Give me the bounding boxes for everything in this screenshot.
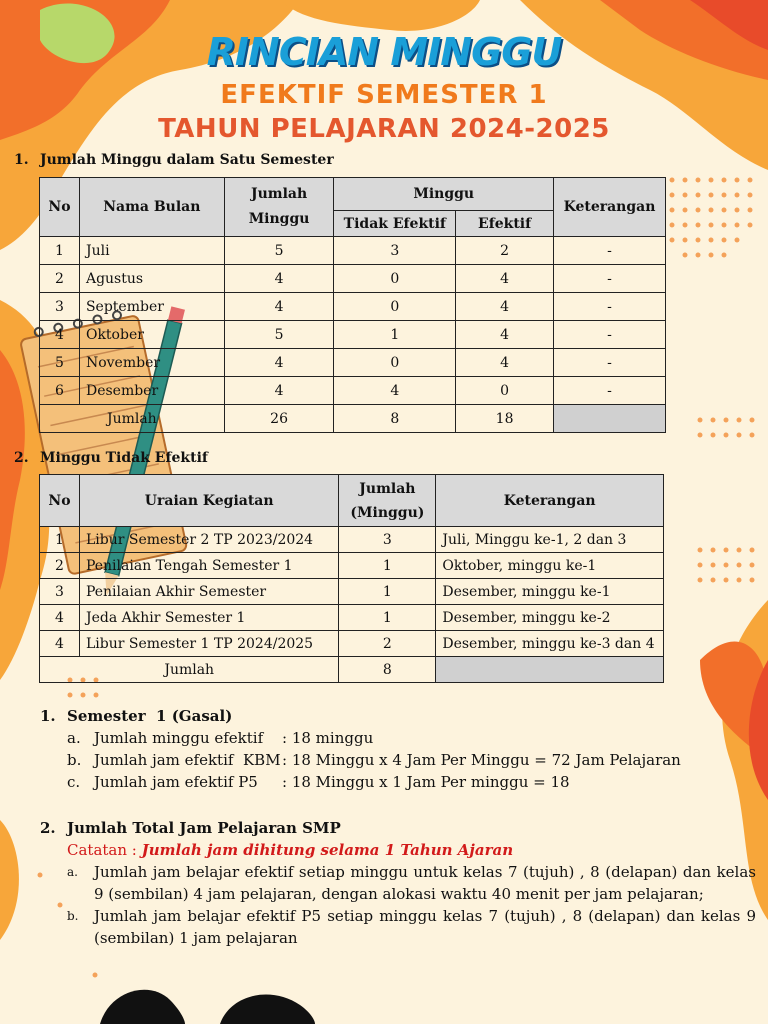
table-row — [40, 579, 664, 605]
header-activity: Uraian Kegiatan — [79, 475, 338, 527]
total-number: 2. — [40, 819, 56, 837]
cell-total-label: Jumlah — [40, 405, 225, 433]
cell-effective: 4 — [456, 349, 554, 377]
item-label: Jumlah minggu efektif — [94, 729, 264, 747]
cell-no: 4 — [40, 631, 80, 657]
cell-note: Oktober, minggu ke-1 — [436, 553, 664, 579]
table-row — [40, 631, 664, 657]
table-row — [40, 605, 664, 631]
cell-total: 4 — [224, 293, 334, 321]
header-week-total-l2: Minggu — [248, 211, 310, 227]
cell-no: 5 — [40, 349, 80, 377]
list-item — [40, 727, 740, 749]
cell-total: 4 — [224, 377, 334, 405]
cell-no: 6 — [40, 377, 80, 405]
cell-not-effective: 1 — [334, 321, 456, 349]
list-item — [67, 905, 756, 949]
cell-effective: 2 — [456, 237, 554, 265]
semester-heading — [40, 705, 740, 727]
cell-not-effective: 4 — [334, 377, 456, 405]
header-month: Nama Bulan — [79, 178, 224, 237]
cell-month: Oktober — [79, 321, 224, 349]
cell-sum-effective: 18 — [456, 405, 554, 433]
title-line-3: TAHUN PELAJARAN 2024-2025 — [158, 114, 610, 144]
cell-count: 1 — [339, 605, 436, 631]
list-item — [67, 861, 756, 905]
cell-not-effective: 3 — [334, 237, 456, 265]
cell-note: - — [554, 321, 666, 349]
cell-activity: Jeda Akhir Semester 1 — [79, 605, 338, 631]
list-item — [40, 771, 740, 793]
item-label: Jumlah jam efektif KBM — [94, 751, 281, 769]
cell-no: 4 — [40, 321, 80, 349]
cell-no: 4 — [40, 605, 80, 631]
cell-sum-count: 8 — [339, 657, 436, 683]
title-line-2: EFEKTIF SEMESTER 1 — [220, 80, 548, 110]
table-row — [40, 265, 666, 293]
semester-number: 1. — [40, 707, 56, 725]
header-notes: Keterangan — [436, 475, 664, 527]
cell-month: September — [79, 293, 224, 321]
cell-not-effective: 0 — [334, 293, 456, 321]
item-text: Jumlah jam belajar efektif setiap minggu untuk kelas 7 (tujuh) , 8 (delapan) dan kelas 9 (sembilan) 4 jam pelajaran, dengan alokasi waktu 40 menit per jam pelajaran; — [94, 863, 756, 903]
section-1-title: Jumlah Minggu dalam Satu Semester — [40, 152, 334, 168]
cell-count: 1 — [339, 553, 436, 579]
table-row — [40, 377, 666, 405]
cell-empty-gray — [436, 657, 664, 683]
note-label: Catatan : — [67, 841, 142, 859]
cell-total: 5 — [224, 321, 334, 349]
cell-activity: Penilaian Akhir Semester — [79, 579, 338, 605]
cell-effective: 4 — [456, 265, 554, 293]
header-week-total-l1: Jumlah — [250, 186, 308, 202]
cell-month: November — [79, 349, 224, 377]
table-row — [40, 349, 666, 377]
cell-note: Desember, minggu ke-2 — [436, 605, 664, 631]
header-notes: Keterangan — [554, 178, 666, 237]
table-row — [40, 553, 664, 579]
table-row — [40, 293, 666, 321]
item-value: : 18 Minggu x 1 Jam Per minggu = 18 — [282, 773, 570, 791]
cell-no: 2 — [40, 265, 80, 293]
list-item — [40, 749, 740, 771]
cell-count: 2 — [339, 631, 436, 657]
table-total-row — [40, 405, 666, 433]
header-no: No — [40, 475, 80, 527]
cell-count: 3 — [339, 527, 436, 553]
cell-note: Juli, Minggu ke-1, 2 dan 3 — [436, 527, 664, 553]
cell-sum-not-effective: 8 — [334, 405, 456, 433]
cell-not-effective: 0 — [334, 349, 456, 377]
cell-month: Agustus — [79, 265, 224, 293]
section-2-number: 2. — [14, 450, 29, 466]
title-line-1: RINCIAN MINGGU — [206, 30, 562, 74]
total-hours-section — [40, 817, 756, 949]
header-week-total — [224, 178, 334, 237]
cell-month: Juli — [79, 237, 224, 265]
header-no: No — [40, 178, 80, 237]
cell-no: 3 — [40, 293, 80, 321]
table-row — [40, 321, 666, 349]
cell-effective: 0 — [456, 377, 554, 405]
item-letter: a. — [67, 865, 78, 879]
item-letter: c. — [67, 773, 81, 791]
cell-note: - — [554, 349, 666, 377]
cell-effective: 4 — [456, 293, 554, 321]
cell-no: 1 — [40, 237, 80, 265]
cell-total: 4 — [224, 265, 334, 293]
section-1-number: 1. — [14, 152, 29, 168]
note-line — [67, 839, 756, 861]
weeks-per-month-table — [39, 177, 666, 433]
cell-total: 5 — [224, 237, 334, 265]
cell-not-effective: 0 — [334, 265, 456, 293]
table-row — [40, 527, 664, 553]
semester-title: Semester 1 (Gasal) — [67, 707, 233, 725]
cell-total: 4 — [224, 349, 334, 377]
cell-effective: 4 — [456, 321, 554, 349]
cell-note: Desember, minggu ke-3 dan 4 — [436, 631, 664, 657]
cell-no: 1 — [40, 527, 80, 553]
header-count-l1: Jumlah — [359, 480, 416, 497]
table-total-row — [40, 657, 664, 683]
item-value: : 18 minggu — [282, 729, 374, 747]
item-letter: b. — [67, 909, 79, 923]
item-text: Jumlah jam belajar efektif P5 setiap minggu kelas 7 (tujuh) , 8 (delapan) dan kelas 9 (sembilan) 1 jam pelajaran — [94, 907, 756, 947]
header-minggu: Minggu — [334, 178, 554, 211]
section-2-heading — [14, 450, 208, 466]
header-not-effective: Tidak Efektif — [334, 211, 456, 237]
item-value: : 18 Minggu x 4 Jam Per Minggu = 72 Jam Pelajaran — [282, 751, 681, 769]
cell-note: - — [554, 265, 666, 293]
total-heading — [40, 817, 756, 839]
cell-month: Desember — [79, 377, 224, 405]
non-effective-weeks-table — [39, 474, 664, 683]
note-text: Jumlah jam dihitung selama 1 Tahun Ajaran — [141, 841, 514, 859]
semester-summary — [40, 705, 740, 793]
cell-activity: Penilaian Tengah Semester 1 — [79, 553, 338, 579]
header-effective: Efektif — [456, 211, 554, 237]
cell-count: 1 — [339, 579, 436, 605]
section-2-title: Minggu Tidak Efektif — [40, 450, 208, 466]
cell-note: Desember, minggu ke-1 — [436, 579, 664, 605]
header-count-l2: (Minggu) — [350, 504, 425, 521]
section-1-heading — [14, 152, 334, 168]
cell-activity: Libur Semester 1 TP 2024/2025 — [79, 631, 338, 657]
header-count — [339, 475, 436, 527]
total-title: Jumlah Total Jam Pelajaran SMP — [67, 819, 341, 837]
item-label: Jumlah jam efektif P5 — [94, 773, 258, 791]
cell-no: 2 — [40, 553, 80, 579]
item-letter: a. — [67, 729, 81, 747]
cell-empty-gray — [554, 405, 666, 433]
cell-sum-total: 26 — [224, 405, 334, 433]
table-row — [40, 237, 666, 265]
cell-no: 3 — [40, 579, 80, 605]
cell-note: - — [554, 293, 666, 321]
item-letter: b. — [67, 751, 82, 769]
cell-activity: Libur Semester 2 TP 2023/2024 — [79, 527, 338, 553]
cell-total-label: Jumlah — [40, 657, 339, 683]
cell-note: - — [554, 377, 666, 405]
cell-note: - — [554, 237, 666, 265]
